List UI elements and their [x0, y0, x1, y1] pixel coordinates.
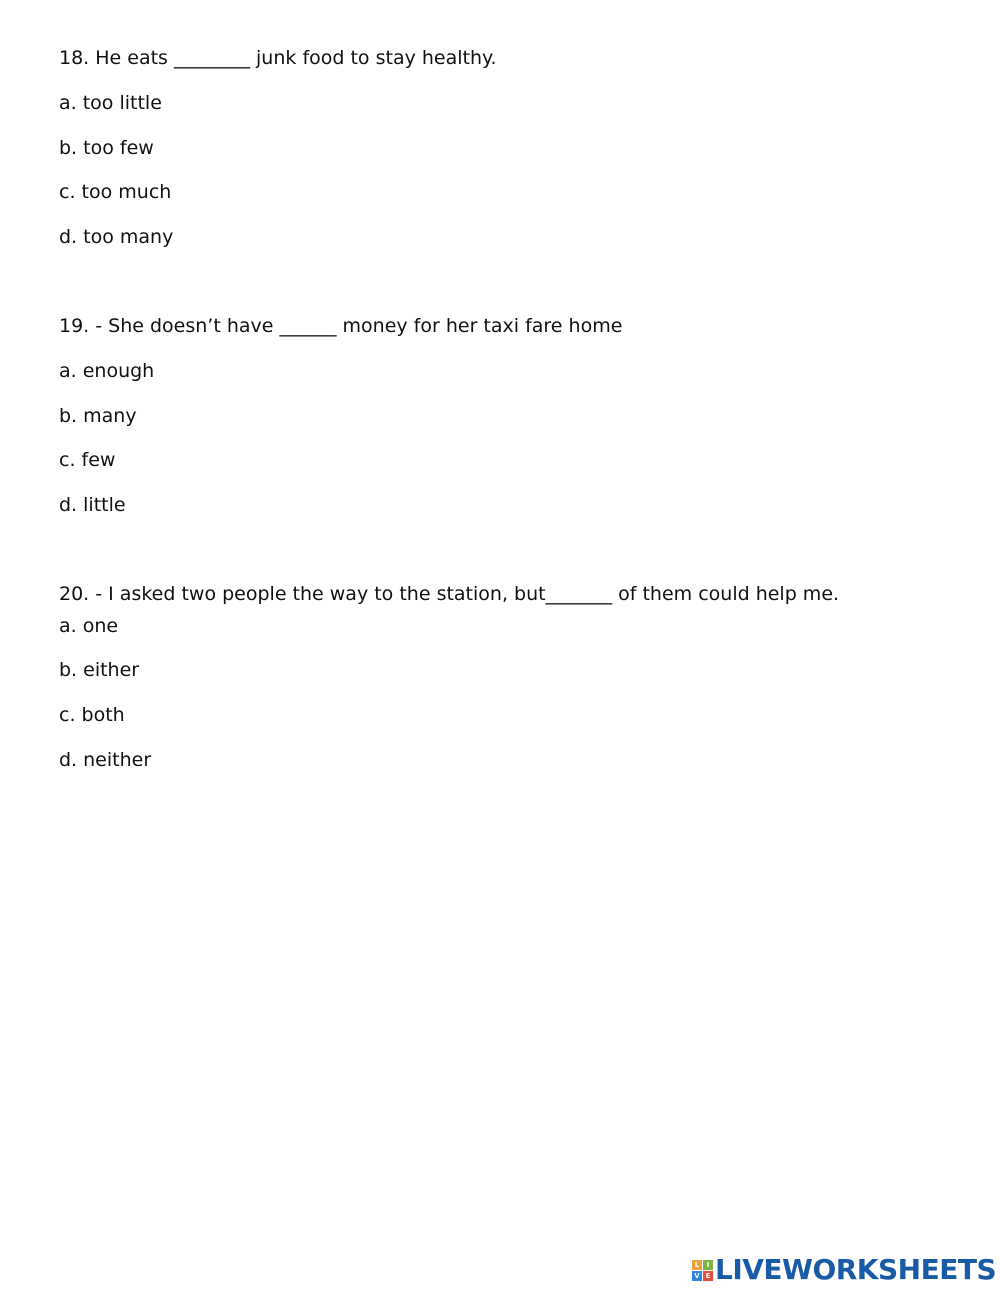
question-prompt: 19. - She doesn’t have ______ money for her taxi fare home: [59, 315, 623, 337]
brand-wordmark: LIVEWORKSHEETS: [715, 1253, 997, 1286]
liveworksheets-logo: [692, 1254, 996, 1286]
option-b[interactable]: b. too few: [59, 137, 154, 159]
question-prompt: 20. - I asked two people the way to the station, but_______ of them could help me.: [59, 583, 840, 605]
option-c[interactable]: c. too much: [59, 181, 172, 203]
option-a[interactable]: a. enough: [59, 360, 155, 382]
logo-tile-l: L: [692, 1260, 702, 1270]
option-d[interactable]: d. too many: [59, 226, 174, 248]
question-prompt: 18. He eats ________ junk food to stay healthy.: [59, 47, 497, 69]
option-a[interactable]: a. too little: [59, 92, 162, 114]
option-b[interactable]: b. many: [59, 405, 137, 427]
option-d[interactable]: d. neither: [59, 749, 152, 771]
option-a[interactable]: a. one: [59, 615, 119, 637]
liveworksheets-logo-icon: [692, 1260, 713, 1281]
option-b[interactable]: b. either: [59, 659, 140, 681]
option-c[interactable]: c. few: [59, 449, 116, 471]
logo-tile-v: V: [692, 1271, 702, 1281]
option-c[interactable]: c. both: [59, 704, 125, 726]
logo-tile-e: E: [703, 1271, 713, 1281]
logo-tile-i: I: [703, 1260, 713, 1270]
option-d[interactable]: d. little: [59, 494, 126, 516]
